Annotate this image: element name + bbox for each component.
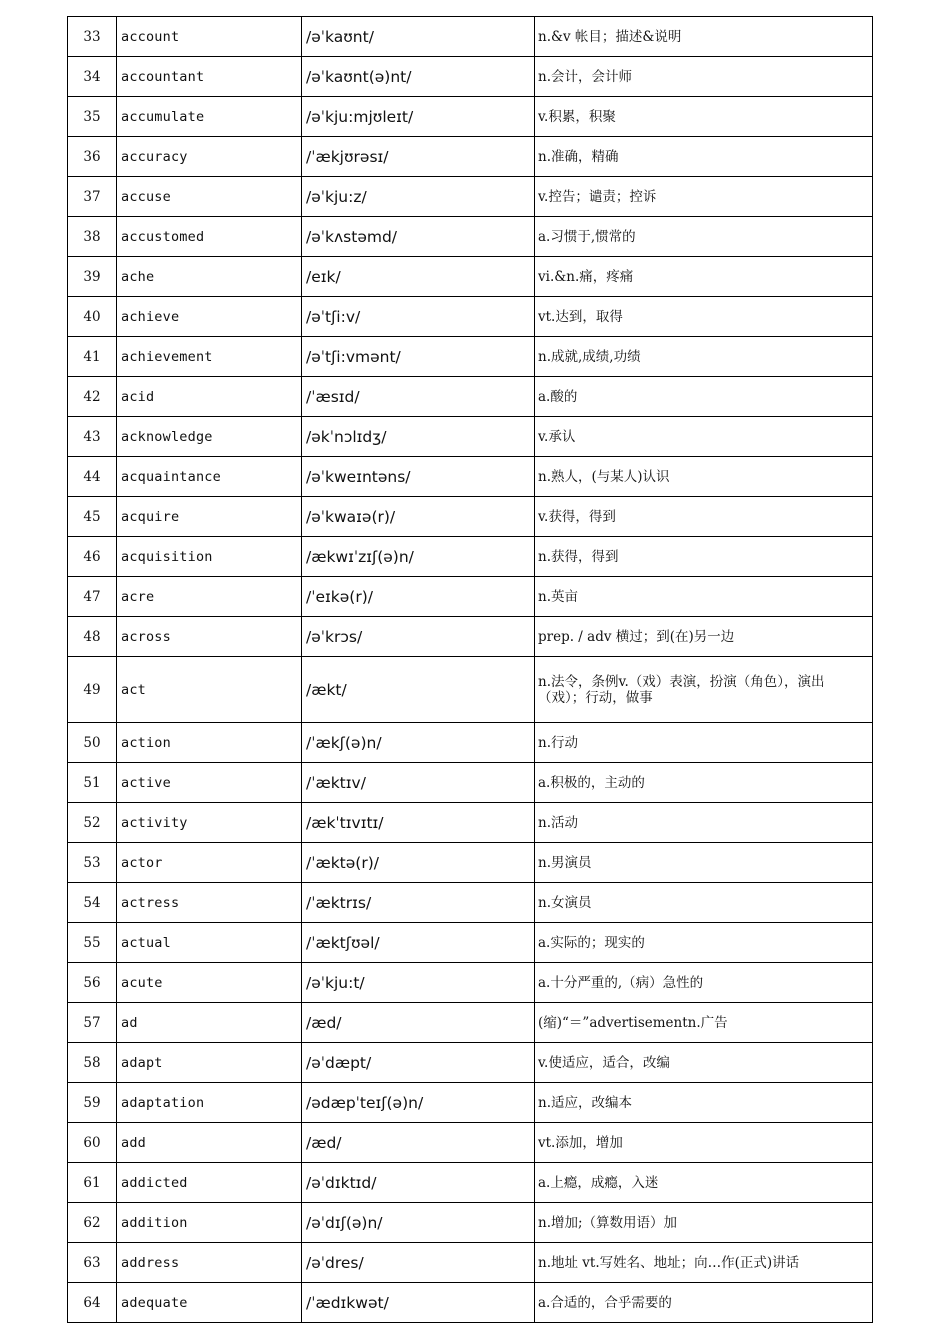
row-number-cell: 46	[68, 537, 117, 577]
pronunciation-cell: /ˈækʃ(ə)n/	[302, 723, 535, 763]
word-cell: addicted	[117, 1163, 302, 1203]
meaning-cell: n.熟人，(与某人)认识	[535, 457, 873, 497]
row-number-cell: 60	[68, 1123, 117, 1163]
vocabulary-table	[67, 16, 873, 1323]
pronunciation-cell: /əˈkaʊnt(ə)nt/	[302, 57, 535, 97]
word-cell: acre	[117, 577, 302, 617]
row-number-cell: 63	[68, 1243, 117, 1283]
table-row	[68, 417, 873, 457]
pronunciation-cell: /ˈæktə(r)/	[302, 843, 535, 883]
meaning-cell: n.女演员	[535, 883, 873, 923]
pronunciation-cell: /ækˈtɪvɪtɪ/	[302, 803, 535, 843]
table-row	[68, 1083, 873, 1123]
word-cell: account	[117, 17, 302, 57]
meaning-cell: v.使适应，适合，改编	[535, 1043, 873, 1083]
meaning-cell: n.准确，精确	[535, 137, 873, 177]
pronunciation-cell: /əkˈnɔlɪdʒ/	[302, 417, 535, 457]
meaning-cell: n.成就,成绩,功绩	[535, 337, 873, 377]
row-number-cell: 51	[68, 763, 117, 803]
word-cell: ad	[117, 1003, 302, 1043]
row-number-cell: 52	[68, 803, 117, 843]
row-number-cell: 48	[68, 617, 117, 657]
word-cell: accountant	[117, 57, 302, 97]
table-row	[68, 97, 873, 137]
pronunciation-cell: /əˈkju:z/	[302, 177, 535, 217]
meaning-cell: a.酸的	[535, 377, 873, 417]
row-number-cell: 40	[68, 297, 117, 337]
row-number-cell: 34	[68, 57, 117, 97]
meaning-cell: n.&v 帐目；描述&说明	[535, 17, 873, 57]
table-row	[68, 617, 873, 657]
pronunciation-cell: /ækt/	[302, 657, 535, 723]
pronunciation-cell: /ˈæktɪv/	[302, 763, 535, 803]
meaning-cell: (缩)“＝”advertisementn.广告	[535, 1003, 873, 1043]
word-cell: adequate	[117, 1283, 302, 1323]
pronunciation-cell: /əˈkrɔs/	[302, 617, 535, 657]
row-number-cell: 45	[68, 497, 117, 537]
table-row	[68, 843, 873, 883]
meaning-cell: n.行动	[535, 723, 873, 763]
row-number-cell: 36	[68, 137, 117, 177]
pronunciation-cell: /əˈkwaɪə(r)/	[302, 497, 535, 537]
meaning-cell: a.实际的；现实的	[535, 923, 873, 963]
table-row	[68, 1003, 873, 1043]
meaning-cell: vt.添加，增加	[535, 1123, 873, 1163]
row-number-cell: 54	[68, 883, 117, 923]
pronunciation-cell: /ækwɪˈzɪʃ(ə)n/	[302, 537, 535, 577]
table-row	[68, 537, 873, 577]
word-cell: actress	[117, 883, 302, 923]
table-row	[68, 337, 873, 377]
meaning-cell: a.十分严重的,（病）急性的	[535, 963, 873, 1003]
pronunciation-cell: /əˈdres/	[302, 1243, 535, 1283]
word-cell: acknowledge	[117, 417, 302, 457]
word-cell: across	[117, 617, 302, 657]
table-row	[68, 297, 873, 337]
row-number-cell: 44	[68, 457, 117, 497]
pronunciation-cell: /əˈkju:mjʊleɪt/	[302, 97, 535, 137]
pronunciation-cell: /əˈkʌstəmd/	[302, 217, 535, 257]
pronunciation-cell: /əˈdɪʃ(ə)n/	[302, 1203, 535, 1243]
meaning-cell: n.会计，会计师	[535, 57, 873, 97]
table-row	[68, 497, 873, 537]
row-number-cell: 49	[68, 657, 117, 723]
row-number-cell: 35	[68, 97, 117, 137]
word-cell: acquisition	[117, 537, 302, 577]
table-row	[68, 577, 873, 617]
meaning-cell: vi.&n.痛，疼痛	[535, 257, 873, 297]
table-row	[68, 963, 873, 1003]
row-number-cell: 62	[68, 1203, 117, 1243]
meaning-cell: a.上瘾，成瘾，入迷	[535, 1163, 873, 1203]
row-number-cell: 55	[68, 923, 117, 963]
meaning-cell: a.积极的，主动的	[535, 763, 873, 803]
word-cell: actual	[117, 923, 302, 963]
table-row	[68, 1163, 873, 1203]
word-cell: acid	[117, 377, 302, 417]
vocabulary-page	[67, 16, 873, 1323]
pronunciation-cell: /ˈæsɪd/	[302, 377, 535, 417]
row-number-cell: 58	[68, 1043, 117, 1083]
row-number-cell: 61	[68, 1163, 117, 1203]
meaning-cell: n.法令，条例v.（戏）表演，扮演（角色），演出（戏）；行动，做事	[535, 657, 873, 723]
word-cell: ache	[117, 257, 302, 297]
meaning-cell: v.积累，积聚	[535, 97, 873, 137]
table-row	[68, 57, 873, 97]
word-cell: acquaintance	[117, 457, 302, 497]
pronunciation-cell: /eɪk/	[302, 257, 535, 297]
pronunciation-cell: /ˈæktʃʊəl/	[302, 923, 535, 963]
word-cell: act	[117, 657, 302, 723]
word-cell: add	[117, 1123, 302, 1163]
table-row	[68, 457, 873, 497]
row-number-cell: 56	[68, 963, 117, 1003]
row-number-cell: 47	[68, 577, 117, 617]
pronunciation-cell: /ədæpˈteɪʃ(ə)n/	[302, 1083, 535, 1123]
table-row	[68, 923, 873, 963]
meaning-cell: n.适应，改编本	[535, 1083, 873, 1123]
meaning-cell: v.控告；谴责；控诉	[535, 177, 873, 217]
pronunciation-cell: /əˈkaʊnt/	[302, 17, 535, 57]
word-cell: accustomed	[117, 217, 302, 257]
word-cell: activity	[117, 803, 302, 843]
word-cell: address	[117, 1243, 302, 1283]
pronunciation-cell: /æd/	[302, 1123, 535, 1163]
table-row	[68, 17, 873, 57]
pronunciation-cell: /ˈeɪkə(r)/	[302, 577, 535, 617]
word-cell: adaptation	[117, 1083, 302, 1123]
row-number-cell: 53	[68, 843, 117, 883]
meaning-cell: n.英亩	[535, 577, 873, 617]
pronunciation-cell: /əˈtʃi:vmənt/	[302, 337, 535, 377]
row-number-cell: 38	[68, 217, 117, 257]
table-row	[68, 217, 873, 257]
word-cell: achieve	[117, 297, 302, 337]
word-cell: achievement	[117, 337, 302, 377]
vocabulary-table-body	[68, 17, 873, 1323]
word-cell: accuse	[117, 177, 302, 217]
pronunciation-cell: /æd/	[302, 1003, 535, 1043]
meaning-cell: prep. / adv 横过；到(在)另一边	[535, 617, 873, 657]
meaning-cell: vt.达到，取得	[535, 297, 873, 337]
meaning-cell: a.习惯于,惯常的	[535, 217, 873, 257]
table-row	[68, 723, 873, 763]
row-number-cell: 59	[68, 1083, 117, 1123]
row-number-cell: 43	[68, 417, 117, 457]
table-row	[68, 177, 873, 217]
table-row	[68, 257, 873, 297]
meaning-cell: n.活动	[535, 803, 873, 843]
meaning-cell: a.合适的，合乎需要的	[535, 1283, 873, 1323]
meaning-cell: n.地址 vt.写姓名、地址；向…作(正式)讲话	[535, 1243, 873, 1283]
meaning-cell: v.获得，得到	[535, 497, 873, 537]
table-row	[68, 883, 873, 923]
word-cell: adapt	[117, 1043, 302, 1083]
word-cell: actor	[117, 843, 302, 883]
row-number-cell: 33	[68, 17, 117, 57]
pronunciation-cell: /əˈkweɪntəns/	[302, 457, 535, 497]
word-cell: action	[117, 723, 302, 763]
table-row	[68, 1283, 873, 1323]
meaning-cell: v.承认	[535, 417, 873, 457]
table-row	[68, 657, 873, 723]
table-row	[68, 137, 873, 177]
row-number-cell: 64	[68, 1283, 117, 1323]
pronunciation-cell: /ˈæktrɪs/	[302, 883, 535, 923]
row-number-cell: 42	[68, 377, 117, 417]
table-row	[68, 1203, 873, 1243]
pronunciation-cell: /ˈækjʊrəsɪ/	[302, 137, 535, 177]
table-row	[68, 1043, 873, 1083]
table-row	[68, 763, 873, 803]
table-row	[68, 377, 873, 417]
meaning-cell: n.获得，得到	[535, 537, 873, 577]
word-cell: acquire	[117, 497, 302, 537]
meaning-cell: n.男演员	[535, 843, 873, 883]
word-cell: active	[117, 763, 302, 803]
pronunciation-cell: /ˈædɪkwət/	[302, 1283, 535, 1323]
row-number-cell: 39	[68, 257, 117, 297]
table-row	[68, 803, 873, 843]
row-number-cell: 50	[68, 723, 117, 763]
table-row	[68, 1243, 873, 1283]
row-number-cell: 57	[68, 1003, 117, 1043]
row-number-cell: 37	[68, 177, 117, 217]
word-cell: accumulate	[117, 97, 302, 137]
pronunciation-cell: /əˈdæpt/	[302, 1043, 535, 1083]
word-cell: addition	[117, 1203, 302, 1243]
pronunciation-cell: /əˈdɪktɪd/	[302, 1163, 535, 1203]
meaning-cell: n.增加;（算数用语）加	[535, 1203, 873, 1243]
word-cell: acute	[117, 963, 302, 1003]
pronunciation-cell: /əˈkju:t/	[302, 963, 535, 1003]
table-row	[68, 1123, 873, 1163]
row-number-cell: 41	[68, 337, 117, 377]
word-cell: accuracy	[117, 137, 302, 177]
pronunciation-cell: /əˈtʃi:v/	[302, 297, 535, 337]
